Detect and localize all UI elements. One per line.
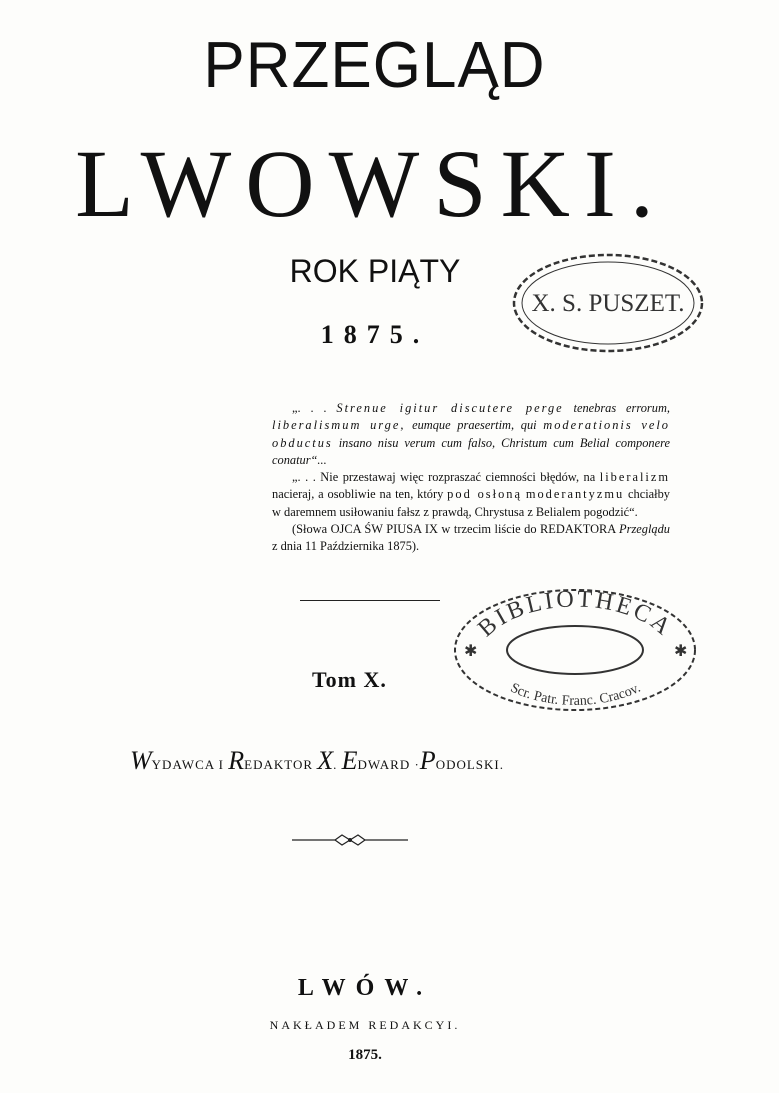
polish-part-1: liberalizm bbox=[599, 470, 670, 485]
latin-part-4: eumque praesertim, qui bbox=[412, 418, 537, 433]
editor-text: ODOLSKI. bbox=[435, 757, 504, 772]
volume-year-label: ROK PIĄTY bbox=[289, 253, 461, 289]
editor-cap: W bbox=[130, 746, 152, 775]
editor-text: . bbox=[333, 757, 342, 772]
papal-quote bbox=[272, 400, 670, 556]
publication-city: LWÓW. bbox=[297, 975, 433, 1001]
star-icon: ✱ bbox=[674, 641, 688, 660]
polish-part-3: pod osłoną bbox=[447, 487, 522, 502]
latin-quote bbox=[272, 400, 670, 469]
source-part-2: Przeglądu bbox=[619, 522, 670, 537]
source-part-3: z dnia 11 Października 1875). bbox=[272, 539, 420, 554]
stamp2-bottom-text: Scr. Patr. Franc. Cracov. bbox=[508, 680, 644, 709]
polish-part-0: „. . . Nie przestawaj więc rozpraszać ciemności błędów, na bbox=[292, 470, 596, 485]
latin-part-6: insano nisu verum cum falso, Christum cum Belial componere conatur“... bbox=[272, 435, 670, 467]
editor-cap: X bbox=[317, 746, 334, 775]
star-icon: ✱ bbox=[464, 641, 478, 660]
editor-text: YDAWCA I bbox=[151, 757, 229, 772]
polish-part-2: nacieraj, a osobliwie na ten, który bbox=[272, 487, 444, 502]
editor-cap: P bbox=[419, 746, 436, 775]
quote-source bbox=[272, 521, 670, 556]
year: 1875. bbox=[320, 320, 430, 349]
latin-part-3: liberalismum urge, bbox=[272, 418, 406, 433]
editor-text: DWARD · bbox=[357, 757, 420, 772]
publication-year: 1875. bbox=[348, 1047, 382, 1063]
tome-number: Tom X. bbox=[312, 667, 387, 692]
polish-quote bbox=[272, 469, 670, 521]
polish-part-4: moderantyzmu bbox=[525, 487, 625, 502]
editor-text: EDAKTOR bbox=[244, 757, 318, 772]
latin-part-2: tenebras errorum, bbox=[573, 401, 670, 415]
editor-line bbox=[130, 746, 610, 776]
latin-part-1: Strenue igitur discutere perge bbox=[336, 401, 564, 415]
publisher: NAKŁADEM REDAKCYI. bbox=[269, 1018, 461, 1032]
stamp2-top-text: BIBLIOTHECA bbox=[473, 586, 678, 643]
library-stamp bbox=[448, 578, 703, 713]
stamp1-text: X. S. PUSZET. bbox=[531, 290, 685, 317]
journal-title-line1: PRZEGLĄD bbox=[203, 29, 546, 102]
polish-part-5: chciałby w daremnem usiłowaniu fałsz z prawdą, Chrystusa z Belialem pogodzić“. bbox=[272, 487, 670, 519]
divider-rule bbox=[300, 600, 440, 601]
quote-prefix: „. . . bbox=[292, 401, 327, 415]
latin-part-5: moderationis velo obductus bbox=[272, 418, 670, 450]
owner-stamp bbox=[508, 248, 708, 358]
source-part-1: (Słowa OJCA ŚW PIUSA IX w trzecim liście do REDAKTORA bbox=[292, 522, 616, 537]
journal-title-line2: LWOWSKI. bbox=[75, 130, 668, 237]
editor-cap: E bbox=[341, 746, 358, 775]
editor-cap: R bbox=[228, 746, 245, 775]
ornament-divider bbox=[290, 832, 410, 848]
